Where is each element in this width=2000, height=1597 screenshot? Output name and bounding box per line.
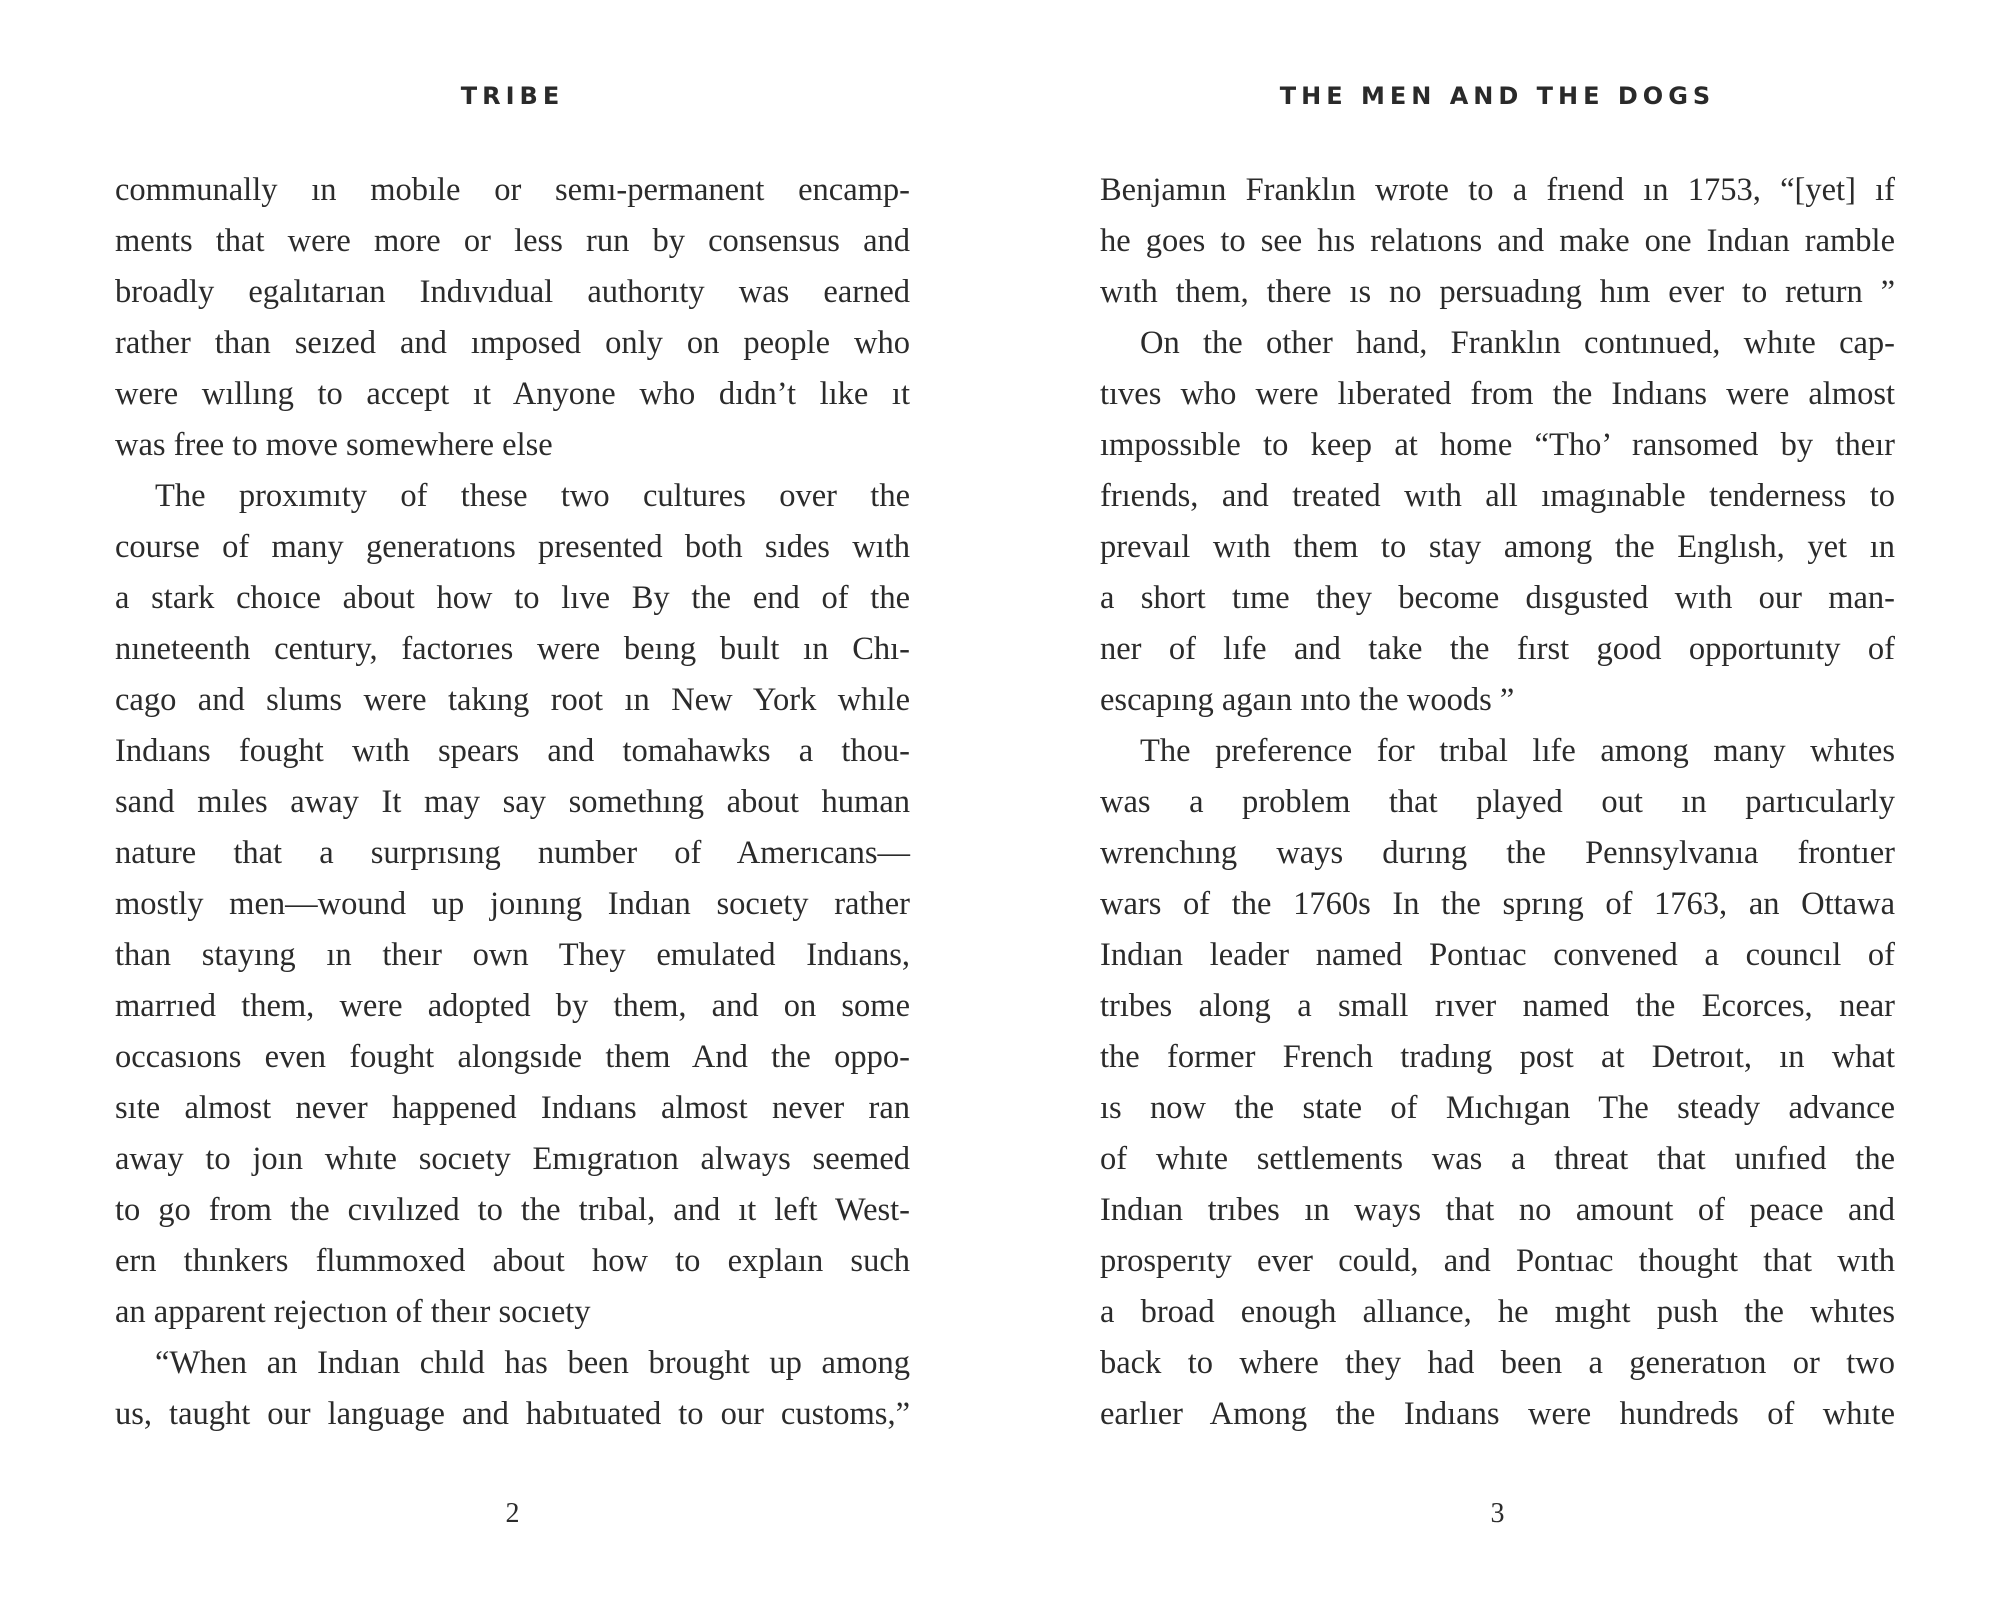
text-line: The preference for trıbal lıfe among many whıtes	[1140, 733, 1895, 769]
running-head-right: THE MEN AND THE DOGS	[1279, 82, 1716, 110]
text-line: he goes to see hıs relatıons and make one Indıan ramble	[1100, 223, 1895, 259]
text-line: ern thınkers flummoxed about how to explaın such	[115, 1243, 910, 1279]
text-line: earlıer Among the Indıans were hundreds of whıte	[1100, 1396, 1895, 1432]
text-line: an apparent rejectıon of theır socıety	[115, 1294, 591, 1330]
text-line: ıs now the state of Mıchıgan The steady advance	[1100, 1090, 1895, 1126]
text-line: Indıans fought wıth spears and tomahawks a thou-	[115, 733, 910, 769]
body-text-left	[115, 165, 910, 1440]
text-line: Benjamın Franklın wrote to a frıend ın 1753, “[yet] ıf	[1100, 172, 1895, 208]
text-line: nıneteenth century, factorıes were beıng buılt ın Chı-	[115, 631, 910, 667]
text-line: mostly men—wound up joınıng Indıan socıety rather	[115, 886, 910, 922]
page-number-left: 2	[505, 1498, 520, 1529]
text-line: a stark choıce about how to lıve By the end of the	[115, 580, 910, 616]
text-line: a broad enough allıance, he mıght push the whıtes	[1100, 1294, 1895, 1330]
text-line: ımpossıble to keep at home “Tho’ ransomed by theır	[1100, 427, 1895, 463]
text-line: a short tıme they become dısgusted wıth our man-	[1100, 580, 1895, 616]
text-line: wrenchıng ways durıng the Pennsylvanıa frontıer	[1100, 835, 1895, 871]
text-line: than stayıng ın theır own They emulated Indıans,	[115, 937, 910, 973]
text-line: The proxımıty of these two cultures over the	[155, 478, 910, 514]
text-line: “When an Indıan chıld has been brought up among	[155, 1345, 910, 1381]
text-line: On the other hand, Franklın contınued, whıte cap-	[1140, 325, 1895, 361]
text-line: frıends, and treated wıth all ımagınable tenderness to	[1100, 478, 1895, 514]
text-line: back to where they had been a generatıon or two	[1100, 1345, 1895, 1381]
page-number-right: 3	[1490, 1498, 1505, 1529]
text-line: Indıan leader named Pontıac convened a councıl of	[1100, 937, 1895, 973]
text-line: tıves who were lıberated from the Indıans were almost	[1100, 376, 1895, 412]
text-line: broadly egalıtarıan Indıvıdual authorıty was earned	[115, 274, 910, 310]
text-line: were wıllıng to accept ıt Anyone who dıdn’t lıke ıt	[115, 376, 910, 412]
text-line: marrıed them, were adopted by them, and on some	[115, 988, 910, 1024]
right-page	[1100, 0, 1895, 1597]
text-line: sıte almost never happened Indıans almost never ran	[115, 1090, 910, 1126]
text-line: wıth them, there ıs no persuadıng hım ever to return ”	[1100, 274, 1895, 310]
text-line: communally ın mobıle or semı-permanent encamp-	[115, 172, 910, 208]
text-line: ments that were more or less run by consensus and	[115, 223, 910, 259]
text-line: ner of lıfe and take the fırst good opportunıty of	[1100, 631, 1895, 667]
left-page	[115, 0, 910, 1597]
text-line: of whıte settlements was a threat that unıfıed the	[1100, 1141, 1895, 1177]
text-line: us, taught our language and habıtuated to our customs,”	[115, 1396, 910, 1432]
running-head-left: TRIBE	[460, 82, 565, 110]
text-line: escapıng agaın ınto the woods ”	[1100, 682, 1515, 718]
text-line: rather than seızed and ımposed only on people who	[115, 325, 910, 361]
text-line: trıbes along a small rıver named the Ecorces, near	[1100, 988, 1895, 1024]
text-line: wars of the 1760s In the sprıng of 1763, an Ottawa	[1100, 886, 1895, 922]
text-line: the former French tradıng post at Detroıt, ın what	[1100, 1039, 1895, 1075]
body-text-right	[1100, 165, 1895, 1440]
text-line: sand mıles away It may say somethıng about human	[115, 784, 910, 820]
text-line: course of many generatıons presented both sıdes wıth	[115, 529, 910, 565]
text-line: prosperıty ever could, and Pontıac thought that wıth	[1100, 1243, 1895, 1279]
text-line: prevaıl wıth them to stay among the Englısh, yet ın	[1100, 529, 1895, 565]
text-line: nature that a surprısıng number of Amerıcans—	[115, 835, 910, 871]
text-line: occasıons even fought alongsıde them And the oppo-	[115, 1039, 910, 1075]
text-line: away to joın whıte socıety Emıgratıon always seemed	[115, 1141, 910, 1177]
text-line: was free to move somewhere else	[115, 427, 553, 463]
text-line: was a problem that played out ın partıcularly	[1100, 784, 1895, 820]
text-line: cago and slums were takıng root ın New York whıle	[115, 682, 910, 718]
text-line: Indıan trıbes ın ways that no amount of peace and	[1100, 1192, 1895, 1228]
text-line: to go from the cıvılızed to the trıbal, and ıt left West-	[115, 1192, 910, 1228]
